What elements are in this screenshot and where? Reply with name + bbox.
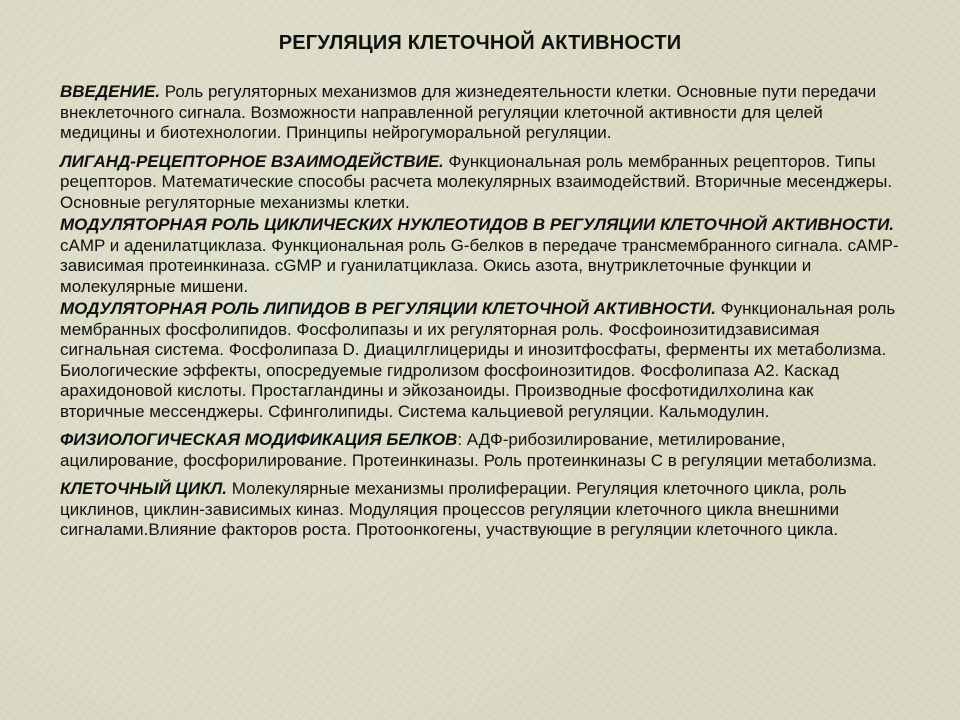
- section-heading: ВВЕДЕНИЕ.: [60, 82, 161, 101]
- section-ligand-receptor: [60, 152, 900, 214]
- section-text: Роль регуляторных механизмов для жизнедеятельности клетки. Основные пути передачи внеклеточного сигнала. Возможности направленной регуляции клеточной активности для целей медицины и биотехнологии. Принципы нейрогуморальной регуляции.: [60, 82, 877, 142]
- section-heading: ЛИГАНД-РЕЦЕПТОРНОЕ ВЗАИМОДЕЙСТВИЕ.: [60, 151, 444, 171]
- section-cyclic-nucleotides: [60, 215, 900, 297]
- section-lipids: [60, 299, 900, 422]
- section-text: cAMP и аденилатциклаза. Функциональная роль G-белков в передаче трансмембранного сигнала. cAMP-зависимая протеинкиназа. cGMP и гуанилатциклаза. Окись азота, внутриклеточные функции и молекулярные мишени.: [60, 235, 899, 296]
- section-text: Молекулярные механизмы пролиферации. Регуляция клеточного цикла, роль циклинов, циклин-зависимых киназ. Модуляция процессов регуляции клеточного цикла внешними сигналами.Влияние факторов роста. Протоонкогены, участвующие в регуляции клеточного цикла.: [60, 479, 847, 539]
- slide-title: РЕГУЛЯЦИЯ КЛЕТОЧНОЙ АКТИВНОСТИ: [278, 32, 682, 54]
- section-text: Функциональная роль мембранных рецепторов. Типы рецепторов. Математические способы расчета молекулярных взаимодействий. Вторичные месенджеры. Основные регуляторные механизмы клетки.: [60, 151, 893, 212]
- section-heading: МОДУЛЯТОРНАЯ РОЛЬ ЦИКЛИЧЕСКИХ НУКЛЕОТИДОВ В РЕГУЛЯЦИИ КЛЕТОЧНОЙ АКТИВНОСТИ.: [60, 215, 895, 234]
- section-text: Функциональная роль мембранных фосфолипидов. Фосфолипазы и их регуляторная роль. Фосфоинозитидзависимая сигнальная система. Фосфолипаза D. Диацилглицериды и инозитфосфаты, ферменты их метаболизма. Биологические эффекты, опосредуемые гидролизом фосфоинозитидов. Фосфолипаза А2. Каскад арахидоновой кислоты. Простагландины и эйкозаноиды. Производные фосфотидилхолина как вторичные мессенджеры. Сфинголипиды. Система кальциевой регуляции. Кальмодулин.: [60, 299, 896, 421]
- section-text: : АДФ-рибозилирование, метилирование, ацилирование, фосфорилирование. Протеинкиназы. Роль протеинкиназы С в регуляции метаболизма.: [60, 430, 877, 470]
- section-heading: МОДУЛЯТОРНАЯ РОЛЬ ЛИПИДОВ В РЕГУЛЯЦИИ КЛЕТОЧНОЙ АКТИВНОСТИ.: [60, 299, 716, 318]
- section-introduction: [60, 82, 900, 144]
- section-heading: ФИЗИОЛОГИЧЕСКАЯ МОДИФИКАЦИЯ БЕЛКОВ: [60, 430, 458, 449]
- section-heading: КЛЕТОЧНЫЙ ЦИКЛ.: [60, 479, 228, 498]
- section-cell-cycle: [60, 479, 900, 541]
- section-protein-modification: [60, 430, 900, 471]
- slide-content: [60, 82, 900, 549]
